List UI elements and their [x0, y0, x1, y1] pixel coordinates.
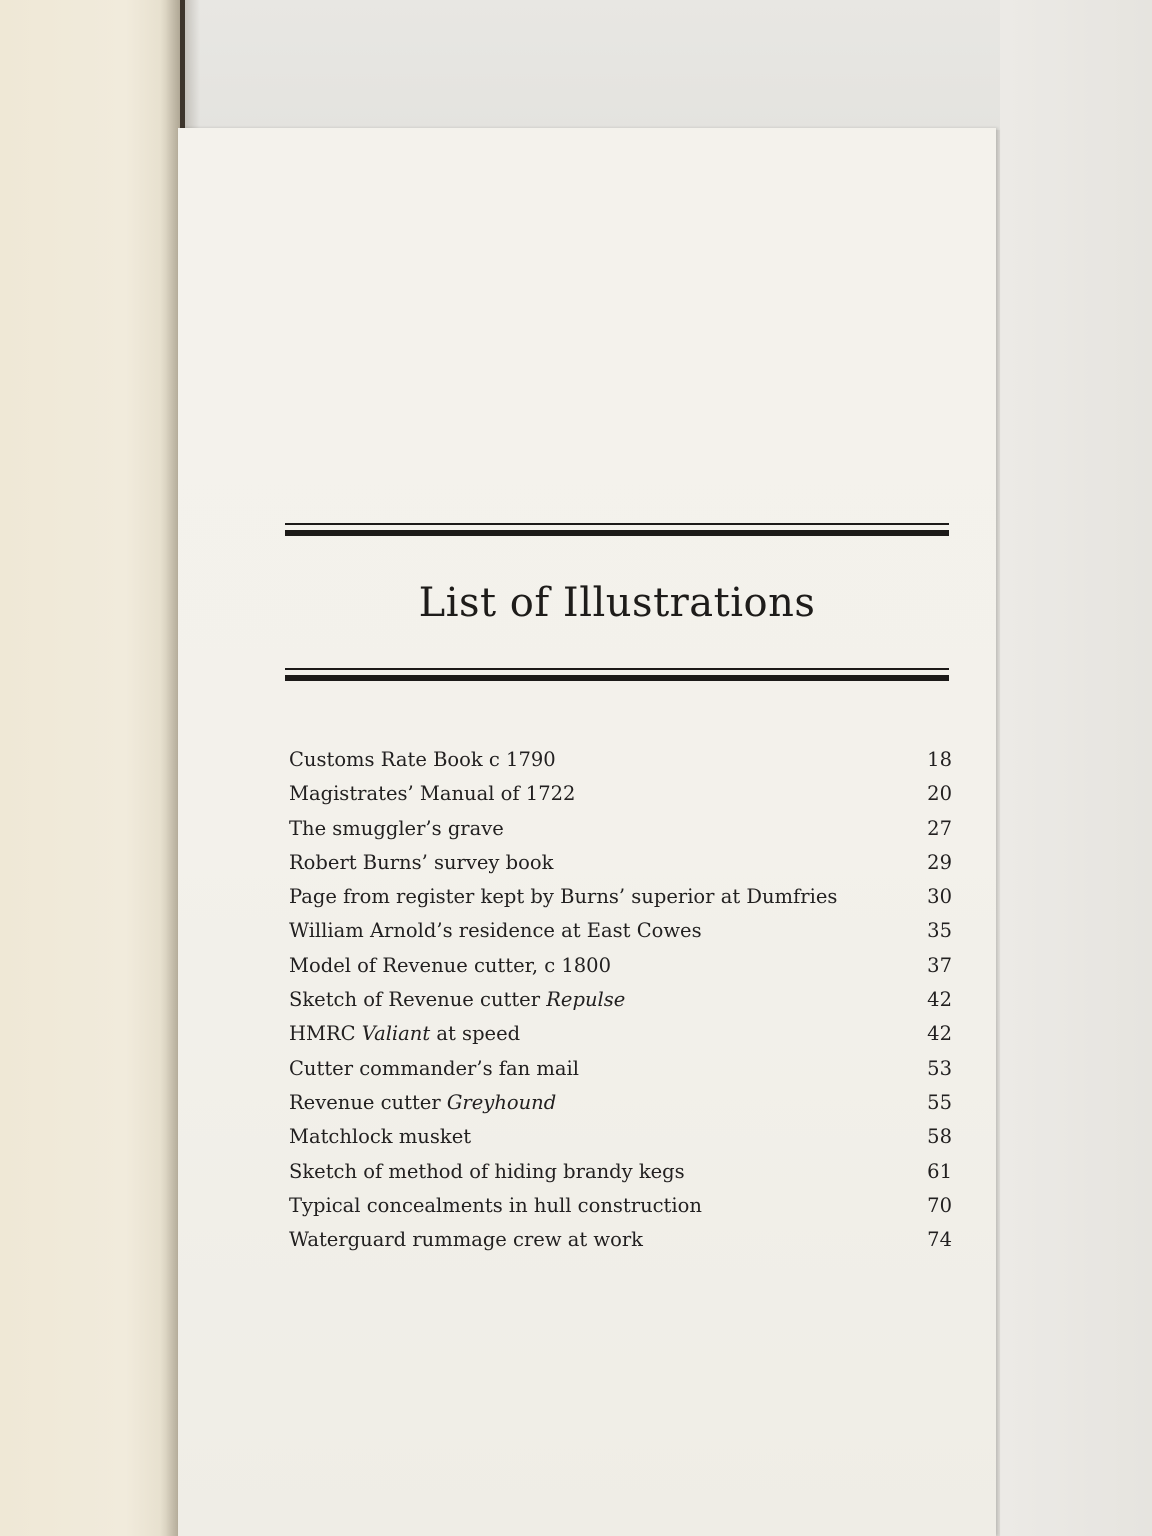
- list-item: [289, 851, 952, 885]
- list-item: [289, 1228, 952, 1262]
- list-item: [289, 1022, 952, 1056]
- item-label: Sketch of Revenue cutter Repulse: [289, 988, 626, 1012]
- background-surface: [1000, 0, 1152, 1536]
- item-label: Sketch of method of hiding brandy kegs: [289, 1159, 685, 1183]
- item-label: Typical concealments in hull construction: [289, 1193, 702, 1217]
- ship-name: Greyhound: [446, 1090, 557, 1114]
- list-item: [289, 817, 952, 851]
- list-item: [289, 1091, 952, 1125]
- page-number: 35: [927, 919, 952, 943]
- list-item: [289, 1194, 952, 1228]
- right-page: [178, 128, 996, 1536]
- list-item: [289, 919, 952, 953]
- page-number: 42: [927, 1022, 952, 1046]
- item-label: Waterguard rummage crew at work: [289, 1228, 643, 1252]
- item-label: HMRC Valiant at speed: [289, 1022, 521, 1046]
- bottom-double-rule: [285, 668, 949, 681]
- page-number: 29: [927, 850, 952, 874]
- page-number: 70: [927, 1193, 952, 1217]
- item-label: Page from register kept by Burns’ superior at Dumfries: [289, 885, 838, 909]
- item-label: Customs Rate Book c 1790: [289, 748, 556, 771]
- illustrations-list: [289, 748, 952, 1262]
- page-number: 74: [927, 1228, 952, 1252]
- ship-name: Valiant: [361, 1022, 431, 1046]
- ship-name: Repulse: [546, 988, 626, 1012]
- page-title: List of Illustrations: [418, 580, 816, 626]
- item-label: The smuggler’s grave: [289, 816, 504, 840]
- item-label: Revenue cutter Greyhound: [289, 1090, 557, 1114]
- background-top: [100, 0, 1000, 130]
- item-label: Robert Burns’ survey book: [289, 850, 554, 874]
- list-item: [289, 782, 952, 816]
- page-number: 53: [927, 1056, 952, 1080]
- list-item: [289, 1057, 952, 1091]
- page-number: 20: [927, 782, 952, 806]
- page-number: 18: [927, 748, 952, 771]
- page-number: 55: [927, 1090, 952, 1114]
- list-item: [289, 748, 952, 782]
- list-item: [289, 885, 952, 919]
- item-label: Magistrates’ Manual of 1722: [289, 782, 576, 806]
- top-double-rule: [285, 523, 949, 536]
- rule-thick-line: [285, 530, 949, 536]
- item-label: Cutter commander’s fan mail: [289, 1056, 579, 1080]
- list-item: [289, 1125, 952, 1159]
- rule-thick-line: [285, 675, 949, 681]
- list-item: [289, 1160, 952, 1194]
- page-number: 27: [927, 816, 952, 840]
- list-item: [289, 988, 952, 1022]
- page-number: 42: [927, 988, 952, 1012]
- list-item: [289, 954, 952, 988]
- page-number: 37: [927, 953, 952, 977]
- page-number: 61: [927, 1159, 952, 1183]
- page-number: 58: [927, 1125, 952, 1149]
- item-label: Matchlock musket: [289, 1125, 472, 1149]
- left-page: [0, 0, 180, 1536]
- page-number: 30: [927, 885, 952, 909]
- item-label: Model of Revenue cutter, c 1800: [289, 953, 611, 977]
- item-label: William Arnold’s residence at East Cowes: [289, 919, 702, 943]
